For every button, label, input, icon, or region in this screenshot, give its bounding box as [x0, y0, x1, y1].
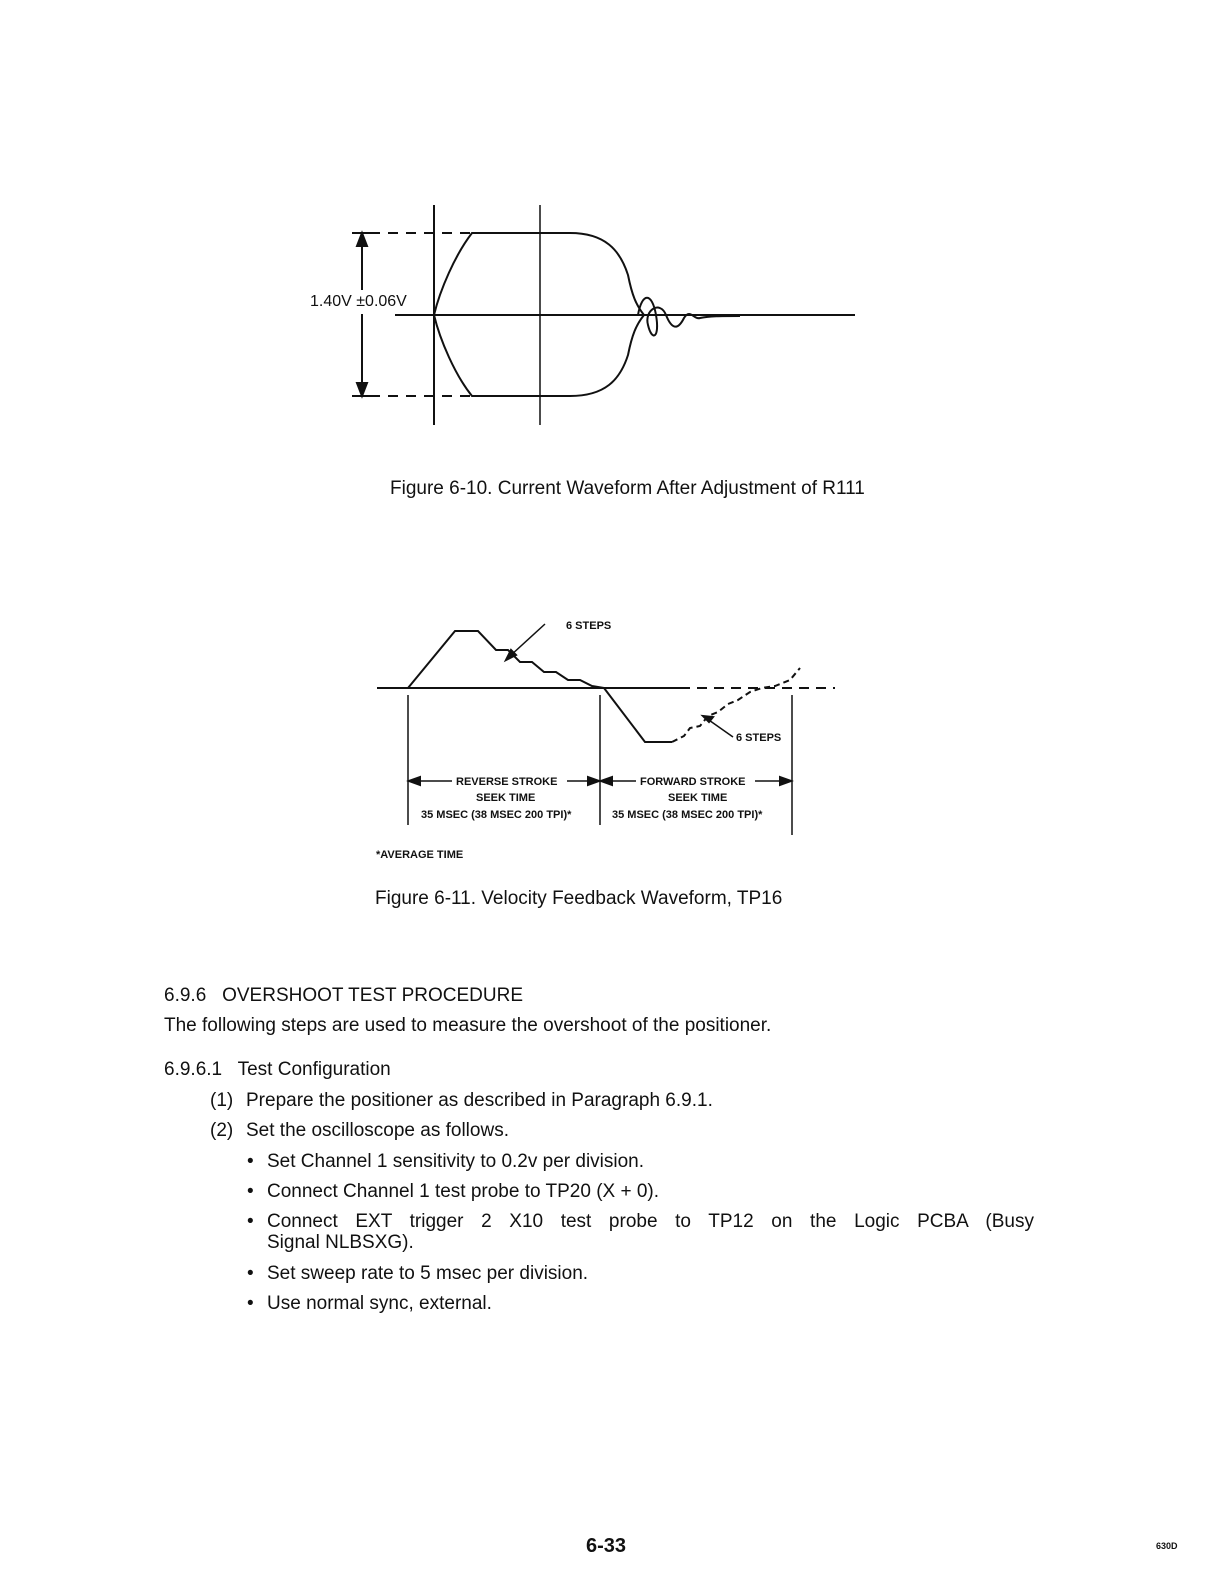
steps-label-top: 6 STEPS	[566, 620, 612, 632]
section-heading: 6.9.6 OVERSHOOT TEST PROCEDURE	[164, 985, 523, 1006]
reverse-time: 35 MSEC (38 MSEC 200 TPI)*	[421, 809, 572, 821]
subsection-heading: 6.9.6.1 Test Configuration	[164, 1059, 391, 1080]
forward-seek-time: SEEK TIME	[668, 792, 728, 804]
step-2-number: (2)	[210, 1120, 234, 1141]
forward-time: 35 MSEC (38 MSEC 200 TPI)*	[612, 809, 763, 821]
figure-6-10-waveform	[0, 0, 1224, 480]
step-1-number: (1)	[210, 1090, 234, 1111]
bullet-item: • Connect Channel 1 test probe to TP20 (X + 0).	[267, 1181, 659, 1203]
footnote: *AVERAGE TIME	[376, 849, 464, 861]
reverse-seek-time: SEEK TIME	[476, 792, 536, 804]
steps-label-bottom: 6 STEPS	[736, 732, 782, 744]
bullet-item-continuation: Signal NLBSXG).	[267, 1232, 414, 1253]
doc-code: 630D	[1156, 1541, 1178, 1551]
figure-6-10-caption: Figure 6-10. Current Waveform After Adjustment of R111	[390, 478, 865, 499]
figure-6-11-caption: Figure 6-11. Velocity Feedback Waveform, TP16	[375, 888, 783, 909]
page-number: 6-33	[586, 1535, 627, 1557]
bullet-item: • Use normal sync, external.	[267, 1293, 492, 1315]
bullet-item: • Set Channel 1 sensitivity to 0.2v per division.	[267, 1151, 644, 1173]
bullet-item: • Connect EXT trigger 2 X10 test probe to TP12 on the Logic PCBA (Busy	[267, 1211, 1034, 1233]
section-intro: The following steps are used to measure the overshoot of the positioner.	[164, 1015, 772, 1036]
reverse-stroke-label: REVERSE STROKE	[456, 776, 558, 788]
step-2-text: Set the oscilloscope as follows.	[246, 1120, 509, 1141]
forward-stroke-label: FORWARD STROKE	[640, 776, 746, 788]
bullet-item: • Set sweep rate to 5 msec per division.	[267, 1263, 588, 1285]
figure-6-11-waveform	[0, 600, 1224, 870]
voltage-label: 1.40V ±0.06V	[310, 293, 407, 310]
step-1-text: Prepare the positioner as described in Paragraph 6.9.1.	[246, 1090, 713, 1111]
